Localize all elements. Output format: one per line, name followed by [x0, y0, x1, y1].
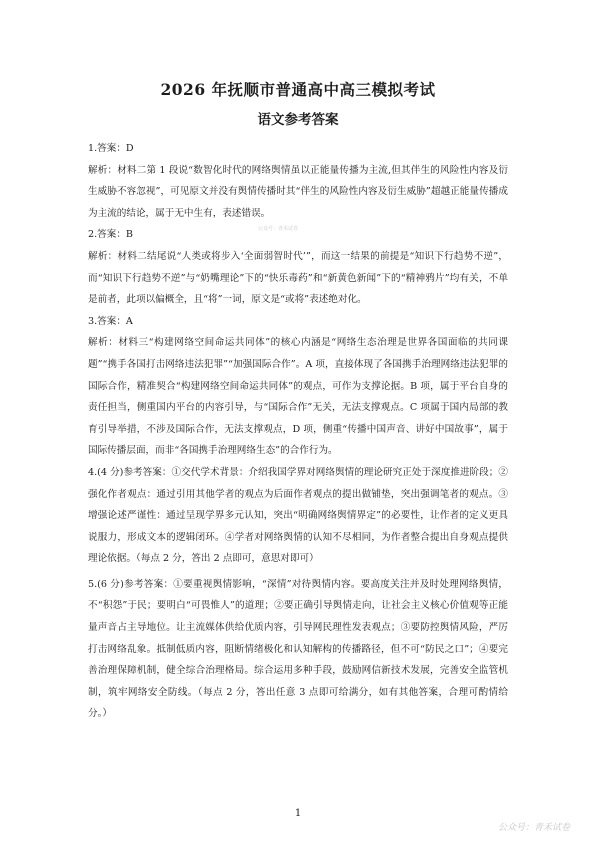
answer-3-analysis: 解析：材料三“构建网络空间命运共同体”的核心内涵是“网络生态治理是世界各国面临的共同课题”“携手各国打击网络违法犯罪”“加强国际合作”。A 项，直接体现了各国携手治理网络违法犯罪的国际合作，精准契合“构建网络空间命运共同体”的观点，可作为支撑论据。B 项，属于平台自身的责任担当，侧重国内平台的内容引导，与“国际合作”无关，无法支撑观点。C 项属于国内局部的教育引导举措，不涉及国际合作，无法支撑观点，D 项，侧重“传播中国声音、讲好中国故事”，属于国际传播层面，而非“各国携手治理网络生态”的合作行为。 [88, 337, 508, 457]
answer-2-head: 2.答案：B [88, 229, 133, 241]
answer-3-head: 3.答案：A [88, 315, 133, 327]
answer-1-head: 1.答案：D [88, 143, 134, 154]
answer-2-analysis: 解析：材料二结尾说“人类或将步入‘全面弱智时代’”，而这一结果的前提是“知识下行趋势不逆”，而“知识下行趋势不逆”与“奶嘴理论”下的“快乐毒药”和“新黄色新闻”下的“精神鸦片”均有关，不单是前者，此项以偏概全，且“将”一词，原文是“或将”表述绝对化。 [88, 250, 508, 306]
answer-5: 5.(6 分)参考答案：①要重视舆情影响，“深情”对待舆情内容。要高度关注并及时处理网络舆情，不“积怨”于民；要明白“可畏惟人”的道理；②要正确引导舆情走向，让社会主义核心价值观等正能量声音占主导地位。让主流媒体供给优质内容，引导网民理性发表观点；③要防控舆情风险，严厉打击网络乱象。抵制低质内容，阻断情绪极化和认知解构的传播路径，但不可“防民之口”；④要完善治理保障机制，健全综合治理格局。综合运用多种手段，鼓励网信新技术发展，完善安全监管机制，筑牢网络安全防线。（每点 2 分，答出任意 3 点即可给满分，如有其他答案，合理可酌情给分。） [88, 578, 508, 720]
answer-1-analysis: 解析：材料二第 1 段说“数智化时代的网络舆情虽以正能量传播为主流,但其伴生的风险性内容及衍生威胁不容忽视”，可见原文并没有舆情传播时其“伴生的风险性内容及衍生威胁”超越正能量传播成为主流的结论，属于无中生有，表述错误。 [88, 164, 508, 219]
watermark-mid: 公众号：青禾试卷 [258, 226, 299, 232]
watermark-corner: 公众号：青禾试卷 [497, 823, 570, 833]
answer-4: 4.(4 分)参考答案：①交代学术背景：介绍我国学界对网络舆情的理论研究正处于深度推进阶段；②强化作者观点：通过引用其他学者的观点为后面作者观点的提出做铺垫，突出强调笔者的观点。③增强论述严谨性：通过呈现学界多元认知，突出“明确网络舆情界定”的必要性，让作者的定义更具说服力，形成文本的逻辑闭环。④学者对网络舆情的认知不尽相同，为作者整合提出自身观点提供理论依据。（每点 2 分，答出 2 点即可，意思对即可） [88, 466, 508, 565]
page-title: 2026 年抚顺市普通高中高三模拟考试 [160, 80, 436, 99]
page-number: 1 [294, 808, 302, 819]
page-subtitle: 语文参考答案 [257, 112, 339, 128]
